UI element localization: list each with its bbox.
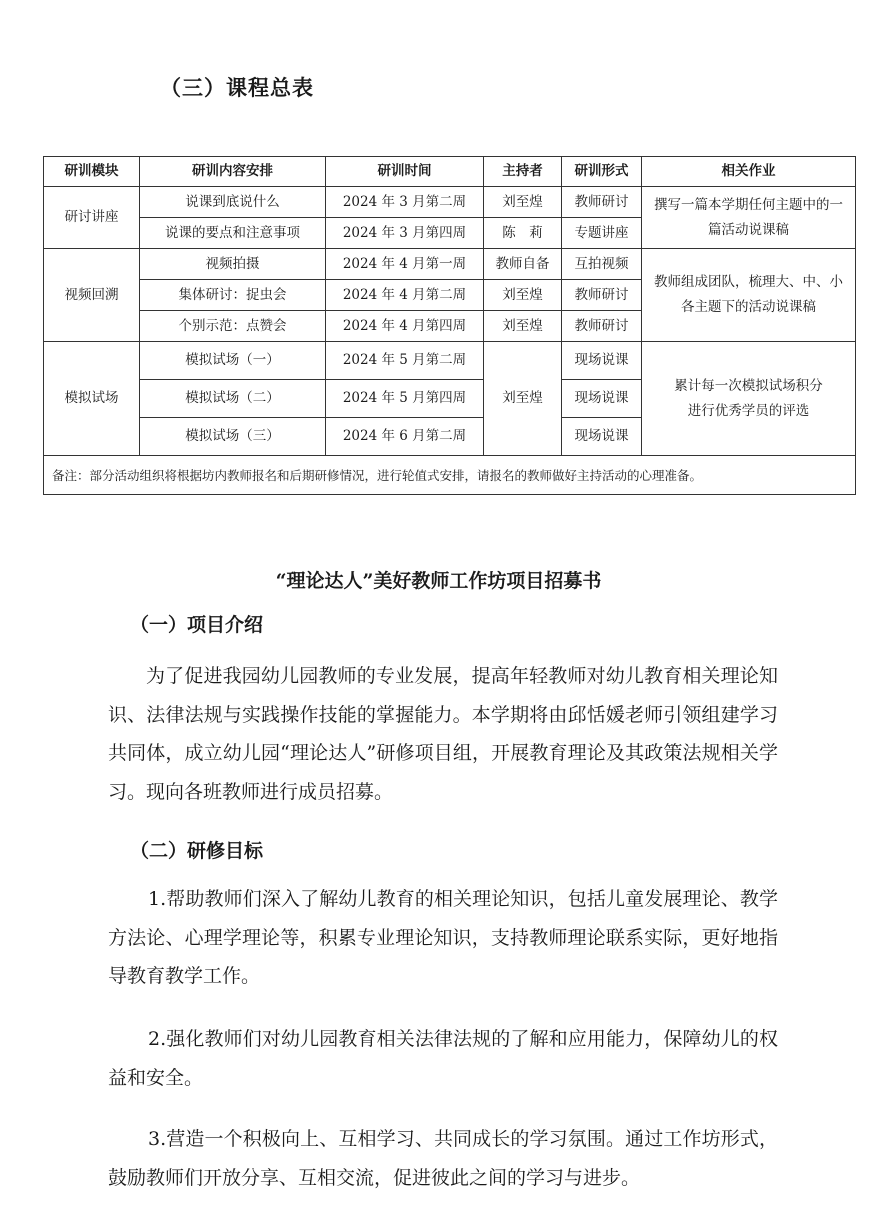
form-cell: 教师研讨 bbox=[562, 280, 642, 311]
content-cell: 视频拍摄 bbox=[140, 249, 326, 280]
table-note-row bbox=[44, 456, 856, 495]
time-cell: 2024 年 3 月第四周 bbox=[326, 218, 484, 249]
time-cell: 2024 年 3 月第二周 bbox=[326, 187, 484, 218]
goal-item: 3.营造一个积极向上、互相学习、共同成长的学习氛围。通过工作坊形式，鼓励教师们开放分享、互相交流，促进彼此之间的学习与进步。 bbox=[108, 1128, 778, 1189]
content-cell: 个别示范：点赞会 bbox=[140, 311, 326, 342]
header-cell: 研训内容安排 bbox=[140, 157, 326, 187]
intro-paragraph: 为了促进我园幼儿园教师的专业发展，提高年轻教师对幼儿教育相关理论知识、法律法规与实践操作技能的掌握能力。本学期将由邱恬媛老师引领组建学习共同体，成立幼儿园“理论达人”研修项目组，开展教育理论及其政策法规相关学习。现向各班教师进行成员招募。 bbox=[108, 665, 778, 803]
content-cell: 说课的要点和注意事项 bbox=[140, 218, 326, 249]
header-cell: 研训形式 bbox=[562, 157, 642, 187]
host-cell: 教师自备 bbox=[484, 249, 562, 280]
host-cell: 刘至煌 bbox=[484, 311, 562, 342]
section-title-course-table: （三）课程总表 bbox=[160, 75, 314, 100]
host-cell: 刘至煌 bbox=[484, 342, 562, 456]
header-cell: 研训模块 bbox=[44, 157, 140, 187]
module-cell: 视频回溯 bbox=[44, 249, 140, 342]
document-title: “理论达人”美好教师工作坊项目招募书 bbox=[275, 570, 602, 592]
header-cell: 主持者 bbox=[484, 157, 562, 187]
homework-cell: 累计每一次模拟试场积分进行优秀学员的评选 bbox=[642, 342, 856, 456]
time-cell: 2024 年 5 月第二周 bbox=[326, 342, 484, 380]
module-cell: 研讨讲座 bbox=[44, 187, 140, 249]
homework-cell: 教师组成团队，梳理大、中、小各主题下的活动说课稿 bbox=[642, 249, 856, 342]
host-cell: 刘至煌 bbox=[484, 280, 562, 311]
time-cell: 2024 年 4 月第四周 bbox=[326, 311, 484, 342]
form-cell: 现场说课 bbox=[562, 380, 642, 418]
form-cell: 互拍视频 bbox=[562, 249, 642, 280]
goal-item: 2.强化教师们对幼儿园教育相关法律法规的了解和应用能力，保障幼儿的权益和安全。 bbox=[108, 1028, 778, 1089]
form-cell: 现场说课 bbox=[562, 418, 642, 456]
course-table bbox=[43, 156, 856, 495]
table-header-row bbox=[44, 157, 856, 187]
form-cell: 教师研讨 bbox=[562, 311, 642, 342]
table-row bbox=[44, 249, 856, 280]
time-cell: 2024 年 5 月第四周 bbox=[326, 380, 484, 418]
host-cell: 刘至煌 bbox=[484, 187, 562, 218]
header-cell: 研训时间 bbox=[326, 157, 484, 187]
content-cell: 模拟试场（一） bbox=[140, 342, 326, 380]
homework-cell: 撰写一篇本学期任何主题中的一篇活动说课稿 bbox=[642, 187, 856, 249]
content-cell: 说课到底说什么 bbox=[140, 187, 326, 218]
content-cell: 集体研讨：捉虫会 bbox=[140, 280, 326, 311]
goal-item: 1.帮助教师们深入了解幼儿教育的相关理论知识，包括儿童发展理论、教学方法论、心理学理论等，积累专业理论知识，支持教师理论联系实际，更好地指导教育教学工作。 bbox=[108, 888, 778, 987]
time-cell: 2024 年 4 月第一周 bbox=[326, 249, 484, 280]
form-cell: 专题讲座 bbox=[562, 218, 642, 249]
content-cell: 模拟试场（三） bbox=[140, 418, 326, 456]
module-cell: 模拟试场 bbox=[44, 342, 140, 456]
time-cell: 2024 年 4 月第二周 bbox=[326, 280, 484, 311]
form-cell: 教师研讨 bbox=[562, 187, 642, 218]
header-cell: 相关作业 bbox=[642, 157, 856, 187]
table-row bbox=[44, 187, 856, 218]
time-cell: 2024 年 6 月第二周 bbox=[326, 418, 484, 456]
form-cell: 现场说课 bbox=[562, 342, 642, 380]
content-cell: 模拟试场（二） bbox=[140, 380, 326, 418]
table-row bbox=[44, 342, 856, 380]
goals-heading: （二）研修目标 bbox=[130, 840, 264, 862]
intro-heading: （一）项目介绍 bbox=[130, 614, 264, 636]
host-cell: 陈 莉 bbox=[484, 218, 562, 249]
table-note: 备注：部分活动组织将根据坊内教师报名和后期研修情况，进行轮值式安排，请报名的教师做好主持活动的心理准备。 bbox=[44, 456, 856, 495]
